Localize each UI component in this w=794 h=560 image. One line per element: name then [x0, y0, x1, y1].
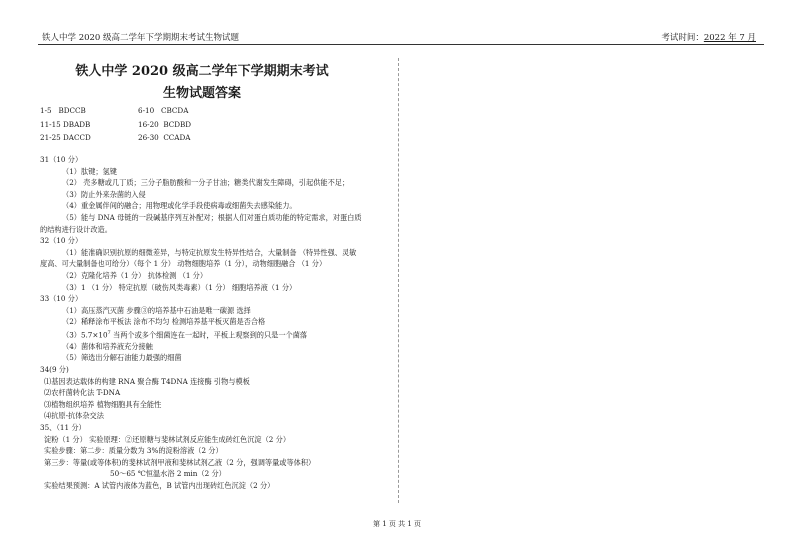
choice-answer: DBADB: [63, 119, 91, 129]
q35-line: 淀粉（1 分） 实验原理：②还原糖与斐林试剂反应能生成砖红色沉淀（2 分）: [44, 434, 291, 444]
q31-line: （5）能与 DNA 母链的一段碱基序列互补配对；根据人们对蛋白质功能的特定需求，对蛋白质: [62, 212, 362, 222]
page-title: 铁人中学 2020 级高二学年下学期期末考试: [75, 64, 329, 79]
q35-line: 第三步：等量(或等体积)的斐林试剂甲液和斐林试剂乙液（2 分，强调等量或等体积）: [44, 457, 316, 467]
column-divider: [398, 58, 399, 503]
choice-answer-row: [40, 104, 191, 118]
q35-heading: 35、（11 分）: [40, 423, 86, 433]
choice-answer: DACCD: [63, 133, 91, 142]
choice-answer: BCDBD: [163, 119, 192, 129]
choice-answer: BDCCB: [58, 106, 86, 115]
q31-heading: 31（10 分）: [40, 155, 83, 164]
choice-range: 21-25: [40, 133, 61, 142]
choice-answer: CCADA: [163, 133, 191, 142]
exponent: 7: [107, 329, 111, 336]
q32-line: （1）能准确识别抗原的细微差异，与特定抗原发生特异性结合，大量制备 （特异性强、灵敏: [62, 247, 357, 257]
page-subtitle: 生物试题答案: [162, 86, 241, 101]
choice-answer-row: [40, 131, 191, 145]
q32-line: （2）克隆化培养（1 分） 抗体检测 （1 分）: [62, 270, 208, 280]
q31-line: （2） 壳多糖或几丁质；三分子脂肪酸和一分子甘油；糖类代谢发生障碍，引起供能不足；: [62, 178, 350, 188]
choice-answer-row: [40, 118, 191, 132]
q33-line: （5）筛选出分解石油能力最强的细菌: [62, 353, 182, 363]
q34-line: ⑴基因表达载体的构建 RNA 聚合酶 T4DNA 连接酶 引物与模板: [44, 376, 250, 386]
q34-line: ⑶植物组织培养 植物细胞具有全能性: [44, 399, 162, 409]
q32-heading: 32（10 分）: [40, 236, 83, 246]
answer-body: [40, 154, 390, 492]
q33-line: $(3)5.7\times 10^7$ 当两个或多个细菌连在一起时，平板上观察到的只是一个菌落: [62, 329, 308, 340]
header-rule: [38, 44, 764, 45]
choice-range: 6-10: [138, 106, 155, 115]
q31-line: （4）重金属伴间的融合；用物理或化学手段使病毒或细菌失去感染能力。: [62, 201, 297, 211]
choice-range: 16-20: [138, 119, 159, 129]
q31-line: （3）防止外来杂菌的入侵: [62, 189, 146, 199]
header-time-label: 考试时间：: [661, 33, 704, 43]
header-time-date: 2022 年 7 月: [703, 33, 756, 43]
header-exam-name: 铁人中学 2020 级高二学年下学期期末考试生物试题: [42, 33, 240, 43]
q31-line: （1）肽键；氢键: [62, 166, 117, 176]
q34-line: ⑷抗原-抗体杂交法: [44, 411, 104, 421]
q33-line: （1）高压蒸汽灭菌 步骤③的培养基中石油是唯一碳源 选择: [62, 305, 251, 315]
q33-line: （2）稀释涂布平板法 涂布不均匀 检测培养基平板灭菌是否合格: [62, 317, 266, 327]
q34-line: ⑵农杆菌转化法 T-DNA: [44, 388, 121, 398]
q31-line: 的结构进行设计改造。: [40, 224, 112, 234]
q32-line: 度高、可大量制备也可给分）（每个 1 分） 动物细胞培养（1 分），动物细胞融合 （1 分）: [40, 259, 327, 269]
page-number: 第 1 页 共 1 页: [372, 520, 422, 528]
q32-line: （3）1 （1 分） 特定抗原（破伤风类毒素）（1 分） 细胞培养液（1 分）: [62, 282, 297, 292]
q34-heading: 34(9 分): [40, 365, 69, 375]
choice-range: 11-15: [40, 119, 61, 129]
q35-line: 实验结果预测：A 试管内液体为蓝色，B 试管内出现砖红色沉淀（2 分）: [44, 481, 275, 491]
header-exam-time: [661, 31, 756, 43]
choice-answers: [40, 104, 191, 145]
choice-range: 26-30: [138, 133, 159, 142]
q33-line: （4）菌体和培养液充分接触: [62, 341, 153, 351]
q35-line: 实验步骤：第二步：质量分数为 3%的淀粉溶液（2 分）: [44, 446, 223, 456]
q33-heading: 33（10 分）: [40, 294, 83, 304]
choice-range: 1-5: [40, 106, 52, 115]
q35-line: 50～65 ℃恒温水浴 2 min（2 分）: [110, 469, 226, 479]
choice-answer: CBCDA: [161, 106, 189, 115]
